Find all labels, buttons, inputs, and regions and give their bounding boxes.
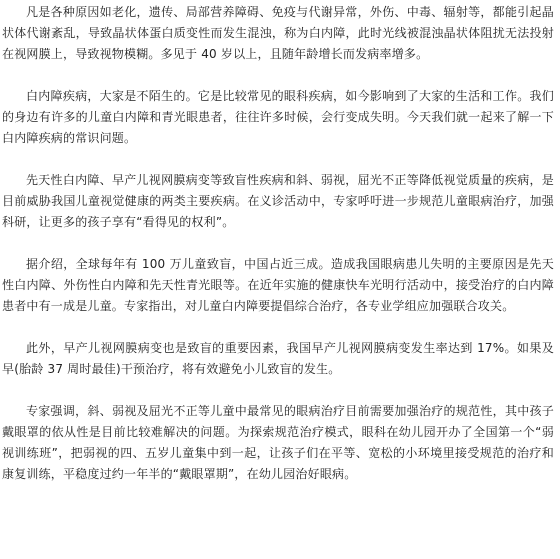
paragraph-amblyopia-treatment: 专家强调，斜、弱视及屈光不正等儿童中最常见的眼病治疗目前需要加强治疗的规范性，其中孩子戴眼罩的依从性是目前比较难解决的问题。为探索规范治疗模式，眼科在幼儿园开办了全国第一个“弱视训练班”，把弱视的四、五岁儿童集中到一起，让孩子们在平等、宽松的小环境里接受规范的治疗和康复训练，平稳度过约一年半的“戴眼罩期”，在幼儿园治好眼病。 <box>2 404 554 481</box>
paragraph-cataract-definition: 凡是各种原因如老化，遗传、局部营养障碍、免疫与代谢异常，外伤、中毒、辐射等，都能引起晶状体代谢紊乱，导致晶状体蛋白质变性而发生混浊，称为白内障，此时光线被混浊晶状体阻扰无法投射在视网膜上，导致视物模糊。多见于 40 岁以上，且随年龄增长而发病率增多。 <box>2 5 554 61</box>
article-body <box>0 2 556 485</box>
paragraph-retinopathy: 此外，早产儿视网膜病变也是致盲的重要因素，我国早产儿视网膜病变发生率达到 17%。如果及早(胎龄 37 周时最佳)干预治疗，将有效避免小儿致盲的发生。 <box>2 341 554 376</box>
paragraph-cataract-common: 白内障疾病，大家是不陌生的。它是比较常见的眼科疾病，如今影响到了大家的生活和工作。我们的身边有许多的儿童白内障和青光眼患者，往往许多时候，会行变成失明。今天我们就一起来了解一下白内障疾病的常识问题。 <box>2 89 554 145</box>
paragraph-global-statistics: 据介绍，全球每年有 100 万儿童致盲，中国占近三成。造成我国眼病患儿失明的主要原因是先天性白内障、外伤性白内障和先天性青光眼等。在近年实施的健康快车光明行活动中，接受治疗的白内障患者中有一成是儿童。专家指出，对儿童白内障要提倡综合治疗，各专业学组应加强联合攻关。 <box>2 257 554 313</box>
paragraph-children-eye-disease: 先天性白内障、早产儿视网膜病变等致盲性疾病和斜、弱视，屈光不正等降低视觉质量的疾病，是目前威胁我国儿童视觉健康的两类主要疾病。在义诊活动中，专家呼吁进一步规范儿童眼病治疗，加强科研，让更多的孩子享有“看得见的权利”。 <box>2 173 554 229</box>
